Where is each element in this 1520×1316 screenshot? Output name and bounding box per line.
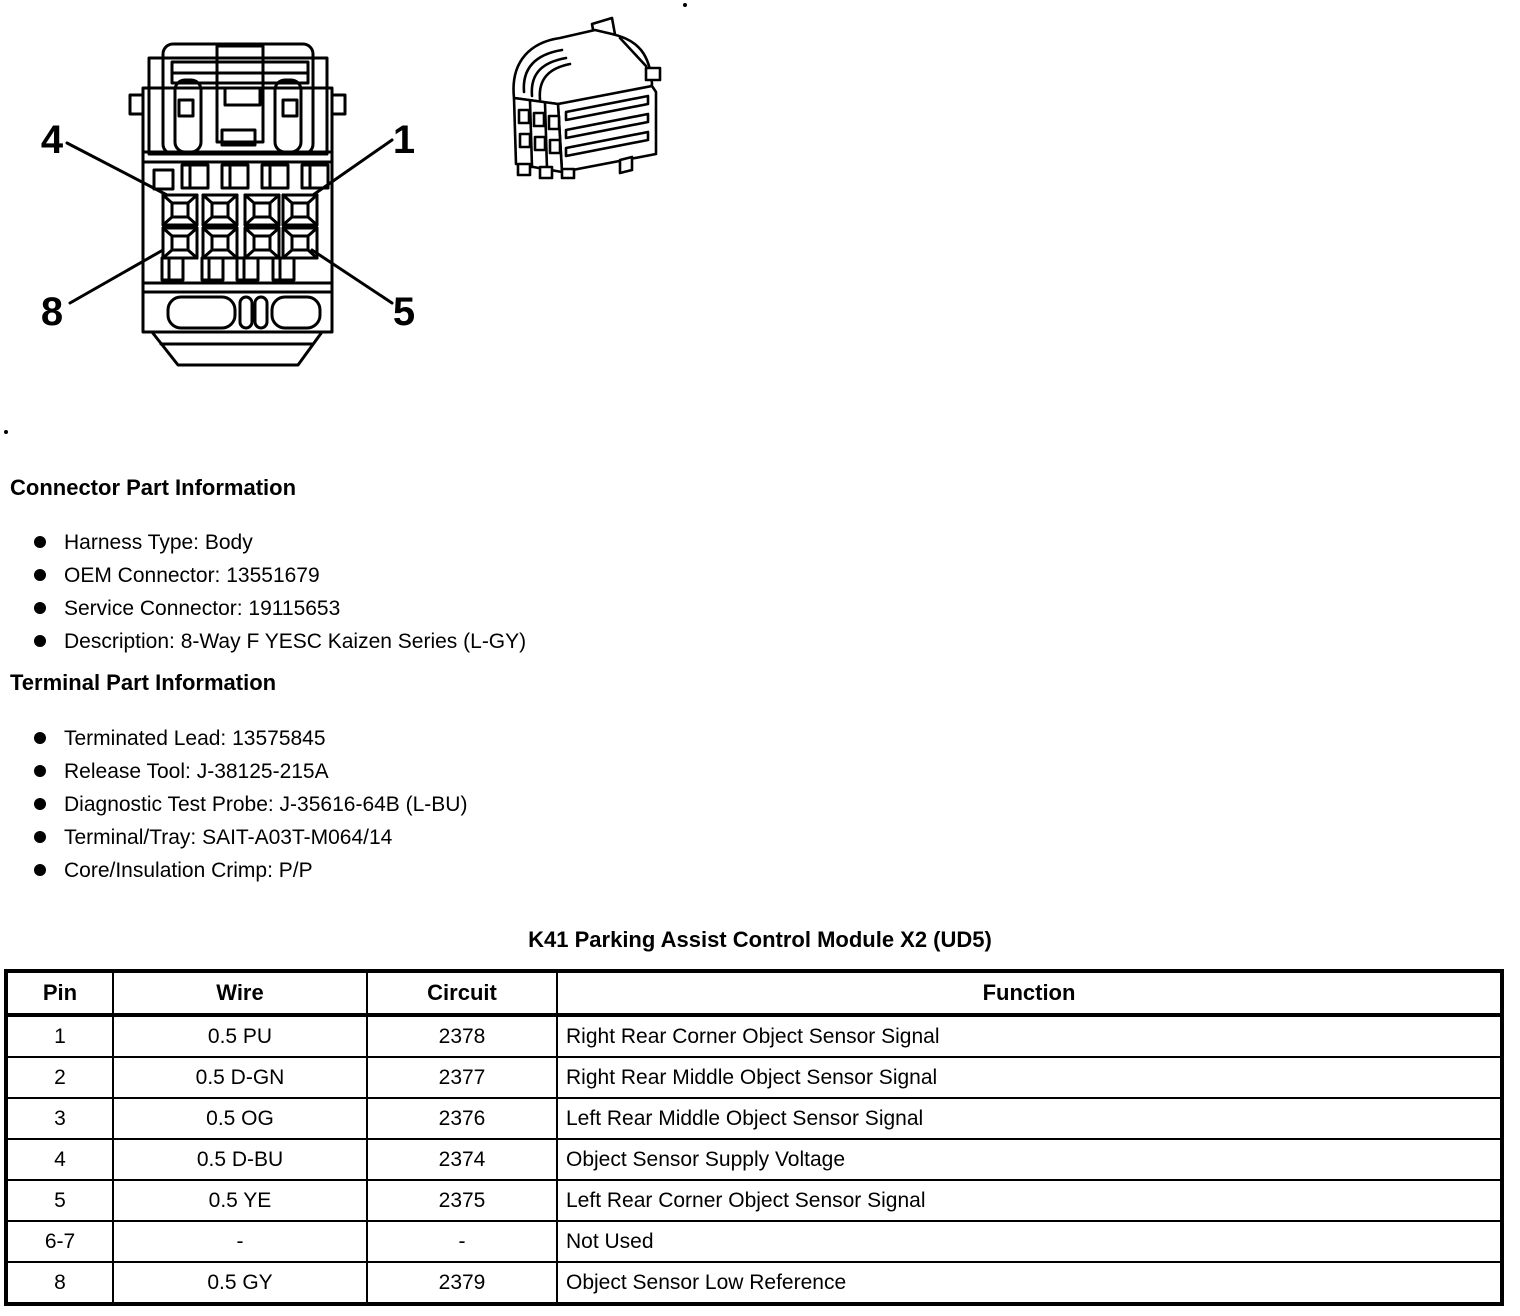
cell-wire: 0.5 OG — [113, 1098, 367, 1139]
section-heading-connector-part-info: Connector Part Information — [10, 475, 297, 500]
cell-circuit: 2377 — [367, 1057, 557, 1098]
connector-front-view-diagram — [20, 8, 460, 380]
cell-function: Right Rear Middle Object Sensor Signal — [557, 1057, 1502, 1098]
section-heading-terminal-part-info: Terminal Part Information — [10, 670, 277, 695]
cell-function: Right Rear Corner Object Sensor Signal — [557, 1015, 1502, 1057]
table-row — [6, 1221, 1502, 1262]
connector-perspective-outline — [514, 18, 660, 178]
list-item: Terminal/Tray: SAIT-A03T-M064/14 — [30, 821, 467, 854]
cell-function: Left Rear Middle Object Sensor Signal — [557, 1098, 1502, 1139]
pin-callout-8: 8 — [40, 290, 64, 334]
cell-wire: 0.5 D-GN — [113, 1057, 367, 1098]
list-item: Service Connector: 19115653 — [30, 592, 526, 625]
pin-callout-4: 4 — [40, 118, 64, 162]
column-header-wire: Wire — [113, 971, 367, 1015]
connector-perspective-view-diagram — [500, 8, 672, 180]
column-header-function: Function — [557, 971, 1502, 1015]
pin-callout-1: 1 — [392, 118, 416, 162]
page-speck — [4, 430, 8, 434]
cell-wire: 0.5 GY — [113, 1262, 367, 1304]
cell-wire: - — [113, 1221, 367, 1262]
list-item: Description: 8-Way F YESC Kaizen Series (L-GY) — [30, 625, 526, 658]
cell-pin: 3 — [6, 1098, 113, 1139]
cell-circuit: 2375 — [367, 1180, 557, 1221]
cell-function: Left Rear Corner Object Sensor Signal — [557, 1180, 1502, 1221]
page-speck — [683, 3, 687, 7]
table-row — [6, 1057, 1502, 1098]
list-item: Diagnostic Test Probe: J-35616-64B (L-BU) — [30, 788, 467, 821]
cell-circuit: 2379 — [367, 1262, 557, 1304]
connector-front-outline — [130, 44, 345, 365]
connector-info-list — [30, 526, 526, 658]
cell-wire: 0.5 YE — [113, 1180, 367, 1221]
cell-wire: 0.5 D-BU — [113, 1139, 367, 1180]
list-item: Terminated Lead: 13575845 — [30, 722, 467, 755]
cell-wire: 0.5 PU — [113, 1015, 367, 1057]
cell-function: Object Sensor Low Reference — [557, 1262, 1502, 1304]
table-row — [6, 1098, 1502, 1139]
list-item: OEM Connector: 13551679 — [30, 559, 526, 592]
cell-function: Not Used — [557, 1221, 1502, 1262]
list-item: Core/Insulation Crimp: P/P — [30, 854, 467, 887]
column-header-pin: Pin — [6, 971, 113, 1015]
table-row — [6, 1015, 1502, 1057]
table-row — [6, 1139, 1502, 1180]
cell-pin: 1 — [6, 1015, 113, 1057]
cell-pin: 5 — [6, 1180, 113, 1221]
cell-pin: 2 — [6, 1057, 113, 1098]
cell-pin: 4 — [6, 1139, 113, 1180]
table-row — [6, 1180, 1502, 1221]
cell-circuit: 2376 — [367, 1098, 557, 1139]
cell-pin: 8 — [6, 1262, 113, 1304]
terminal-info-list — [30, 722, 467, 887]
cell-pin: 6-7 — [6, 1221, 113, 1262]
list-item: Release Tool: J-38125-215A — [30, 755, 467, 788]
cell-circuit: 2378 — [367, 1015, 557, 1057]
table-title: K41 Parking Assist Control Module X2 (UD5) — [528, 927, 992, 952]
cell-function: Object Sensor Supply Voltage — [557, 1139, 1502, 1180]
pin-table-body — [6, 1015, 1502, 1304]
cell-circuit: - — [367, 1221, 557, 1262]
column-header-circuit: Circuit — [367, 971, 557, 1015]
cell-circuit: 2374 — [367, 1139, 557, 1180]
table-row — [6, 1262, 1502, 1304]
table-header-row — [6, 971, 1502, 1015]
list-item: Harness Type: Body — [30, 526, 526, 559]
pin-table — [4, 969, 1504, 1306]
pin-callout-5: 5 — [392, 290, 416, 334]
